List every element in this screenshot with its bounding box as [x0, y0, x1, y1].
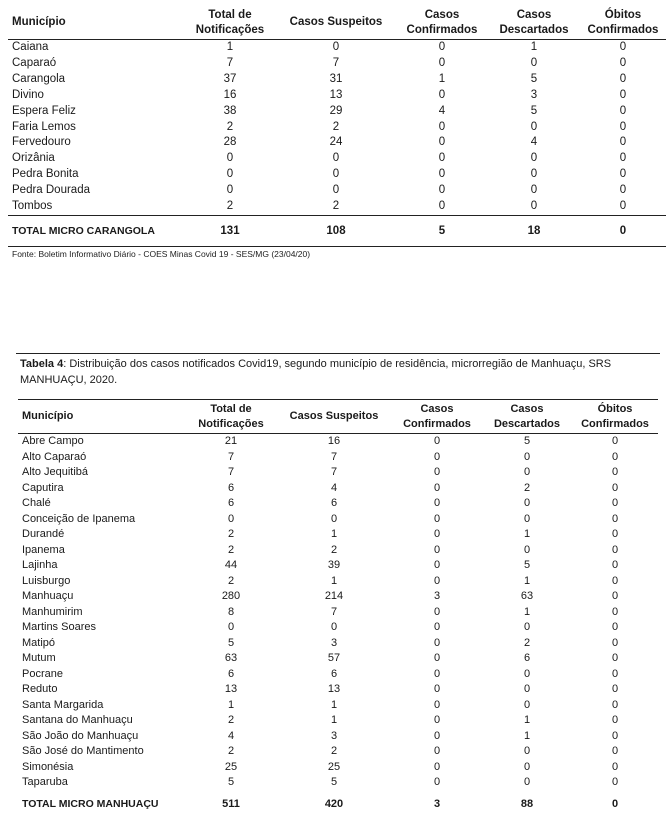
value-cell: 3 — [330, 636, 338, 649]
table-row — [18, 636, 658, 652]
municipality-cell: Caputira — [22, 481, 64, 494]
municipality-cell: Mutum — [22, 652, 56, 664]
value-cell: 5 — [227, 636, 235, 649]
value-cell: 7 — [330, 605, 338, 618]
municipality-cell: Fervedouro — [12, 136, 71, 149]
value-cell: 0 — [433, 512, 441, 525]
value-cell: 0 — [438, 56, 446, 69]
municipality-cell: Chalé — [22, 497, 51, 509]
value-cell: 0 — [530, 200, 538, 213]
value-cell: 4 — [330, 481, 338, 494]
municipality-cell: São João do Manhuaçu — [22, 729, 139, 742]
column-header: Total de Notificações — [184, 6, 276, 40]
value-cell: 2 — [523, 636, 531, 649]
table-header-row — [8, 6, 666, 40]
value-cell: 0 — [619, 168, 627, 181]
value-cell: 6 — [227, 497, 235, 509]
table-row — [18, 512, 658, 528]
value-cell: 0 — [619, 120, 627, 133]
municipality-cell: Lajinha — [22, 559, 58, 571]
value-cell: 0 — [438, 200, 446, 213]
value-cell: 5 — [530, 72, 538, 85]
value-cell: 6 — [330, 497, 338, 509]
manhuacu-table — [18, 399, 658, 817]
municipality-cell: Pocrane — [22, 667, 63, 680]
value-cell: 0 — [433, 698, 441, 711]
value-cell: 0 — [227, 512, 235, 525]
table-row — [18, 760, 658, 776]
table-row — [8, 199, 666, 215]
value-cell: 0 — [619, 41, 627, 53]
value-cell: 0 — [433, 574, 441, 587]
value-cell: 0 — [433, 605, 441, 618]
value-cell: 0 — [611, 466, 619, 478]
value-cell: 1 — [330, 574, 338, 587]
value-cell: 4 — [530, 136, 538, 149]
value-cell: 0 — [523, 512, 531, 525]
value-cell: 2 — [332, 200, 340, 213]
caption-label: Tabela 4 — [20, 358, 64, 370]
value-cell: 0 — [619, 88, 627, 101]
value-cell: 0 — [433, 776, 441, 788]
table-row — [8, 151, 666, 167]
value-cell: 16 — [223, 88, 237, 101]
value-cell: 214 — [324, 590, 344, 602]
column-header: Total de Notificações — [186, 400, 276, 434]
column-header: Casos Suspeitos — [276, 400, 392, 434]
value-cell: 0 — [433, 667, 441, 680]
total-row — [18, 791, 658, 817]
value-cell: 0 — [611, 698, 619, 711]
table-row — [8, 120, 666, 136]
municipality-cell: Luisburgo — [22, 574, 71, 587]
value-cell: 13 — [224, 683, 238, 695]
value-cell: 0 — [619, 136, 627, 149]
value-cell: 0 — [611, 652, 619, 664]
value-cell: 0 — [438, 184, 446, 197]
column-header: Óbitos Confirmados — [572, 400, 658, 434]
column-header: Casos Confirmados — [392, 400, 482, 434]
value-cell: 0 — [619, 152, 627, 165]
value-cell: 2 — [226, 200, 234, 213]
value-cell: 0 — [330, 512, 338, 525]
value-cell: 0 — [523, 698, 531, 711]
table-row — [8, 56, 666, 72]
value-cell: 0 — [433, 435, 441, 447]
column-header: Casos Suspeitos — [276, 6, 396, 40]
municipality-cell: Matipó — [22, 636, 56, 649]
value-cell: 21 — [224, 435, 238, 447]
value-cell: 0 — [438, 168, 446, 181]
value-cell: 0 — [611, 745, 619, 757]
value-cell: 5 — [523, 559, 531, 571]
municipality-cell: Santana do Manhuaçu — [22, 714, 133, 726]
value-cell: 0 — [530, 152, 538, 165]
value-cell: 0 — [530, 168, 538, 181]
municipality-cell: Taparuba — [22, 776, 68, 788]
value-cell: 0 — [330, 621, 338, 633]
value-cell: 0 — [611, 714, 619, 726]
table-row — [18, 527, 658, 543]
table-row — [8, 88, 666, 104]
municipality-cell: Manhuaçu — [22, 590, 74, 602]
value-cell: 1 — [530, 41, 538, 53]
value-cell: 2 — [523, 481, 531, 494]
value-cell: 0 — [433, 760, 441, 773]
municipality-cell: Ipanema — [22, 543, 65, 556]
value-cell: 1 — [523, 729, 531, 742]
total-cell: 3 — [433, 797, 441, 810]
table-header-row — [18, 400, 658, 434]
value-cell: 280 — [221, 590, 241, 602]
value-cell: 13 — [329, 88, 343, 101]
value-cell: 0 — [433, 621, 441, 633]
municipality-cell: Carangola — [12, 72, 66, 85]
table-row — [18, 713, 658, 729]
value-cell: 13 — [327, 683, 341, 695]
value-cell: 28 — [223, 136, 237, 149]
value-cell: 6 — [523, 652, 531, 664]
value-cell: 1 — [330, 528, 338, 540]
municipality-cell: Faria Lemos — [12, 120, 76, 133]
value-cell: 0 — [530, 56, 538, 69]
column-header: Município — [8, 6, 184, 40]
total-cell: 131 — [184, 215, 276, 246]
table-row — [8, 40, 666, 56]
value-cell: 44 — [224, 559, 238, 571]
value-cell: 0 — [611, 605, 619, 618]
value-cell: 0 — [619, 72, 627, 85]
value-cell: 63 — [520, 590, 534, 602]
municipality-cell: Martins Soares — [22, 621, 96, 633]
value-cell: 0 — [332, 168, 340, 181]
value-cell: 0 — [332, 184, 340, 197]
table-row — [18, 667, 658, 683]
value-cell: 5 — [523, 435, 531, 447]
value-cell: 6 — [330, 667, 338, 680]
value-cell: 0 — [433, 636, 441, 649]
value-cell: 0 — [523, 543, 531, 556]
value-cell: 4 — [227, 729, 235, 742]
value-cell: 0 — [523, 450, 531, 463]
value-cell: 6 — [227, 667, 235, 680]
value-cell: 38 — [223, 104, 237, 117]
caption-rule — [16, 353, 660, 354]
total-row — [8, 215, 666, 246]
table-row — [18, 496, 658, 512]
column-header: Óbitos Confirmados — [580, 6, 666, 40]
value-cell: 39 — [327, 559, 341, 571]
municipality-cell: Alto Jequitibá — [22, 466, 89, 478]
table-caption — [20, 356, 660, 388]
value-cell: 0 — [611, 435, 619, 447]
table-row — [18, 543, 658, 559]
value-cell: 4 — [438, 104, 446, 117]
total-cell: 88 — [520, 797, 534, 810]
value-cell: 25 — [224, 760, 238, 773]
table-row — [18, 589, 658, 605]
municipality-cell: Caiana — [12, 41, 49, 53]
value-cell: 0 — [611, 729, 619, 742]
value-cell: 0 — [619, 200, 627, 213]
value-cell: 0 — [226, 184, 234, 197]
value-cell: 7 — [227, 466, 235, 478]
value-cell: 0 — [611, 776, 619, 788]
value-cell: 0 — [433, 466, 441, 478]
value-cell: 0 — [433, 543, 441, 556]
value-cell: 2 — [332, 120, 340, 133]
value-cell: 0 — [433, 481, 441, 494]
table-row — [18, 465, 658, 481]
value-cell: 0 — [227, 621, 235, 633]
municipality-cell: Manhumirim — [22, 605, 83, 618]
value-cell: 1 — [438, 72, 446, 85]
table-row — [18, 434, 658, 450]
value-cell: 0 — [433, 683, 441, 695]
carangola-table — [8, 6, 666, 247]
value-cell: 0 — [433, 652, 441, 664]
value-cell: 0 — [611, 760, 619, 773]
value-cell: 7 — [332, 56, 340, 69]
value-cell: 0 — [523, 667, 531, 680]
value-cell: 5 — [227, 776, 235, 788]
value-cell: 0 — [433, 559, 441, 571]
value-cell: 0 — [611, 621, 619, 633]
value-cell: 0 — [433, 528, 441, 540]
total-cell: 511 — [222, 797, 240, 810]
value-cell: 1 — [226, 41, 234, 53]
value-cell: 7 — [330, 450, 338, 463]
value-cell: 0 — [611, 450, 619, 463]
value-cell: 29 — [329, 104, 343, 117]
value-cell: 16 — [327, 435, 341, 447]
total-cell: 5 — [396, 215, 488, 246]
table-row — [18, 651, 658, 667]
value-cell: 37 — [223, 72, 237, 85]
value-cell: 57 — [327, 652, 341, 664]
value-cell: 0 — [619, 184, 627, 197]
table-row — [8, 183, 666, 199]
column-header: Casos Descartados — [482, 400, 572, 434]
table-row — [18, 729, 658, 745]
value-cell: 0 — [433, 714, 441, 726]
value-cell: 5 — [530, 104, 538, 117]
table-row — [18, 698, 658, 714]
municipality-cell: Conceição de Ipanema — [22, 512, 136, 525]
value-cell: 0 — [438, 136, 446, 149]
total-cell: 108 — [276, 215, 396, 246]
total-cell: 0 — [611, 797, 619, 810]
value-cell: 6 — [227, 481, 235, 494]
table-row — [8, 72, 666, 88]
value-cell: 0 — [611, 636, 619, 649]
municipality-cell: Durandé — [22, 528, 65, 540]
total-cell: 420 — [324, 797, 344, 810]
value-cell: 5 — [330, 776, 338, 788]
value-cell: 0 — [523, 497, 531, 509]
value-cell: 0 — [611, 528, 619, 540]
value-cell: 0 — [523, 621, 531, 633]
municipality-cell: Alto Caparaó — [22, 450, 87, 463]
value-cell: 1 — [330, 698, 338, 711]
table-row — [18, 481, 658, 497]
value-cell: 0 — [433, 450, 441, 463]
total-cell: 18 — [488, 215, 580, 246]
value-cell: 0 — [332, 41, 340, 53]
table-row — [18, 574, 658, 590]
source-note: Fonte: Boletim Informativo Diário - COES Minas Covid 19 - SES/MG (23/04/20) — [12, 249, 311, 259]
value-cell: 8 — [227, 605, 235, 618]
value-cell: 0 — [438, 88, 446, 101]
municipality-cell: Orizânia — [12, 152, 55, 165]
value-cell: 0 — [523, 776, 531, 788]
value-cell: 2 — [330, 543, 338, 556]
value-cell: 25 — [327, 760, 341, 773]
municipality-cell: Pedra Bonita — [12, 168, 79, 181]
value-cell: 63 — [224, 652, 238, 664]
caption-text: : Distribuição dos casos notificados Covid19, segundo município de residência, microrregião de Manhuaçu, SRS MANHUAÇU, 2020. — [20, 358, 612, 386]
value-cell: 2 — [227, 574, 235, 587]
municipality-cell: Caparaó — [12, 56, 57, 69]
column-header: Município — [18, 400, 186, 434]
municipality-cell: Reduto — [22, 683, 58, 695]
value-cell: 0 — [611, 481, 619, 494]
value-cell: 0 — [611, 574, 619, 587]
column-header: Casos Confirmados — [396, 6, 488, 40]
table-row — [18, 744, 658, 760]
municipality-cell: Tombos — [12, 200, 53, 213]
value-cell: 0 — [530, 120, 538, 133]
value-cell: 0 — [438, 152, 446, 165]
value-cell: 31 — [329, 72, 343, 85]
value-cell: 24 — [329, 136, 343, 149]
value-cell: 2 — [227, 745, 235, 757]
value-cell: 1 — [227, 698, 235, 711]
value-cell: 0 — [611, 590, 619, 602]
value-cell: 2 — [330, 745, 338, 757]
value-cell: 0 — [611, 559, 619, 571]
value-cell: 2 — [226, 120, 234, 133]
value-cell: 0 — [433, 729, 441, 742]
value-cell: 0 — [611, 543, 619, 556]
value-cell: 0 — [523, 745, 531, 757]
value-cell: 0 — [619, 56, 627, 69]
value-cell: 0 — [530, 184, 538, 197]
value-cell: 7 — [330, 466, 338, 478]
value-cell: 1 — [523, 714, 531, 726]
municipality-cell: Santa Margarida — [22, 698, 104, 711]
value-cell: 0 — [332, 152, 340, 165]
value-cell: 1 — [330, 714, 338, 726]
table-row — [18, 775, 658, 791]
value-cell: 0 — [226, 168, 234, 181]
value-cell: 1 — [523, 574, 531, 587]
value-cell: 1 — [523, 605, 531, 618]
table-row — [8, 167, 666, 183]
table-row — [8, 104, 666, 120]
value-cell: 0 — [433, 497, 441, 509]
value-cell: 2 — [227, 714, 235, 726]
total-label: TOTAL MICRO MANHUAÇU — [22, 797, 159, 810]
total-label: TOTAL MICRO CARANGOLA — [8, 215, 184, 246]
value-cell: 3 — [433, 590, 441, 602]
value-cell: 3 — [530, 88, 538, 101]
value-cell: 2 — [227, 543, 235, 556]
value-cell: 0 — [226, 152, 234, 165]
value-cell: 0 — [611, 497, 619, 509]
table-row — [18, 682, 658, 698]
table-row — [18, 605, 658, 621]
total-cell: 0 — [580, 215, 666, 246]
value-cell: 0 — [611, 667, 619, 680]
value-cell: 3 — [330, 729, 338, 742]
value-cell: 0 — [438, 41, 446, 53]
municipality-cell: Simonésia — [22, 760, 74, 773]
table-row — [18, 558, 658, 574]
municipality-cell: Espera Feliz — [12, 104, 76, 117]
municipality-cell: São José do Mantimento — [22, 745, 144, 757]
value-cell: 1 — [523, 528, 531, 540]
value-cell: 0 — [523, 466, 531, 478]
municipality-cell: Divino — [12, 88, 44, 101]
municipality-cell: Abre Campo — [22, 435, 84, 447]
table-row — [8, 135, 666, 151]
value-cell: 0 — [611, 683, 619, 695]
value-cell: 0 — [523, 760, 531, 773]
table-row — [18, 450, 658, 466]
value-cell: 0 — [523, 683, 531, 695]
value-cell: 0 — [433, 745, 441, 757]
value-cell: 7 — [227, 450, 235, 463]
table-row — [18, 620, 658, 636]
value-cell: 0 — [619, 104, 627, 117]
municipality-cell: Pedra Dourada — [12, 184, 90, 197]
column-header: Casos Descartados — [488, 6, 580, 40]
value-cell: 0 — [611, 512, 619, 525]
value-cell: 7 — [226, 56, 234, 69]
value-cell: 2 — [227, 528, 235, 540]
value-cell: 0 — [438, 120, 446, 133]
